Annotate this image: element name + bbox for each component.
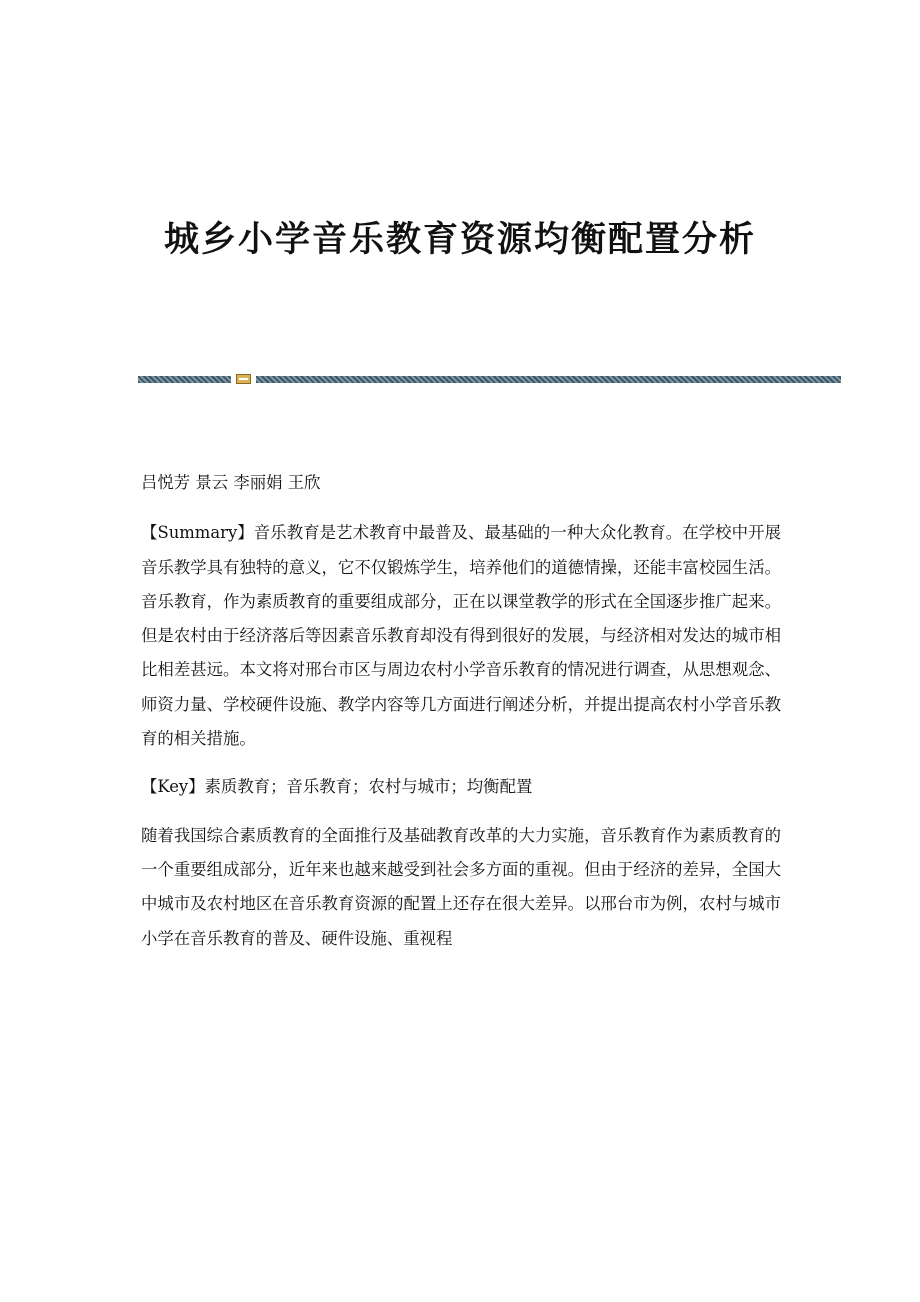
- body-paragraph: 随着我国综合素质教育的全面推行及基础教育改革的大力实施，音乐教育作为素质教育的一个重要组成部分，近年来也越来越受到社会多方面的重视。但由于经济的差异，全国大中城市及农村地区在音乐教育资源的配置上还存在很大差异。以邢台市为例，农村与城市小学在音乐教育的普及、硬件设施、重视程: [141, 825, 781, 948]
- authors: 吕悦芳 景云 李丽娟 王欣: [141, 473, 321, 492]
- divider-bar-right: [256, 376, 841, 383]
- keywords-paragraph: 【Key】素质教育；音乐教育；农村与城市；均衡配置: [141, 777, 533, 797]
- article-content: [141, 466, 781, 970]
- summary-paragraph: 【Summary】音乐教育是艺术教育中最普及、最基础的一种大众化教育。在学校中开展音乐教学具有独特的意义，它不仅锻炼学生，培养他们的道德情操，还能丰富校园生活。音乐教育，作为素质教育的重要组成部分，正在以课堂教学的形式在全国逐步推广起来。但是农村由于经济落后等因素音乐教育却没有得到很好的发展，与经济相对发达的城市相比相差甚远。本文将对邢台市区与周边农村小学音乐教育的情况进行调查，从思想观念、师资力量、学校硬件设施、教学内容等几方面进行阐述分析，并提出提高农村小学音乐教育的相关措施。: [141, 523, 781, 749]
- title-divider: [138, 374, 841, 384]
- divider-bar-left: [138, 376, 231, 383]
- page-title: 城乡小学音乐教育资源均衡配置分析: [163, 219, 756, 260]
- divider-emblem-icon: [236, 374, 251, 384]
